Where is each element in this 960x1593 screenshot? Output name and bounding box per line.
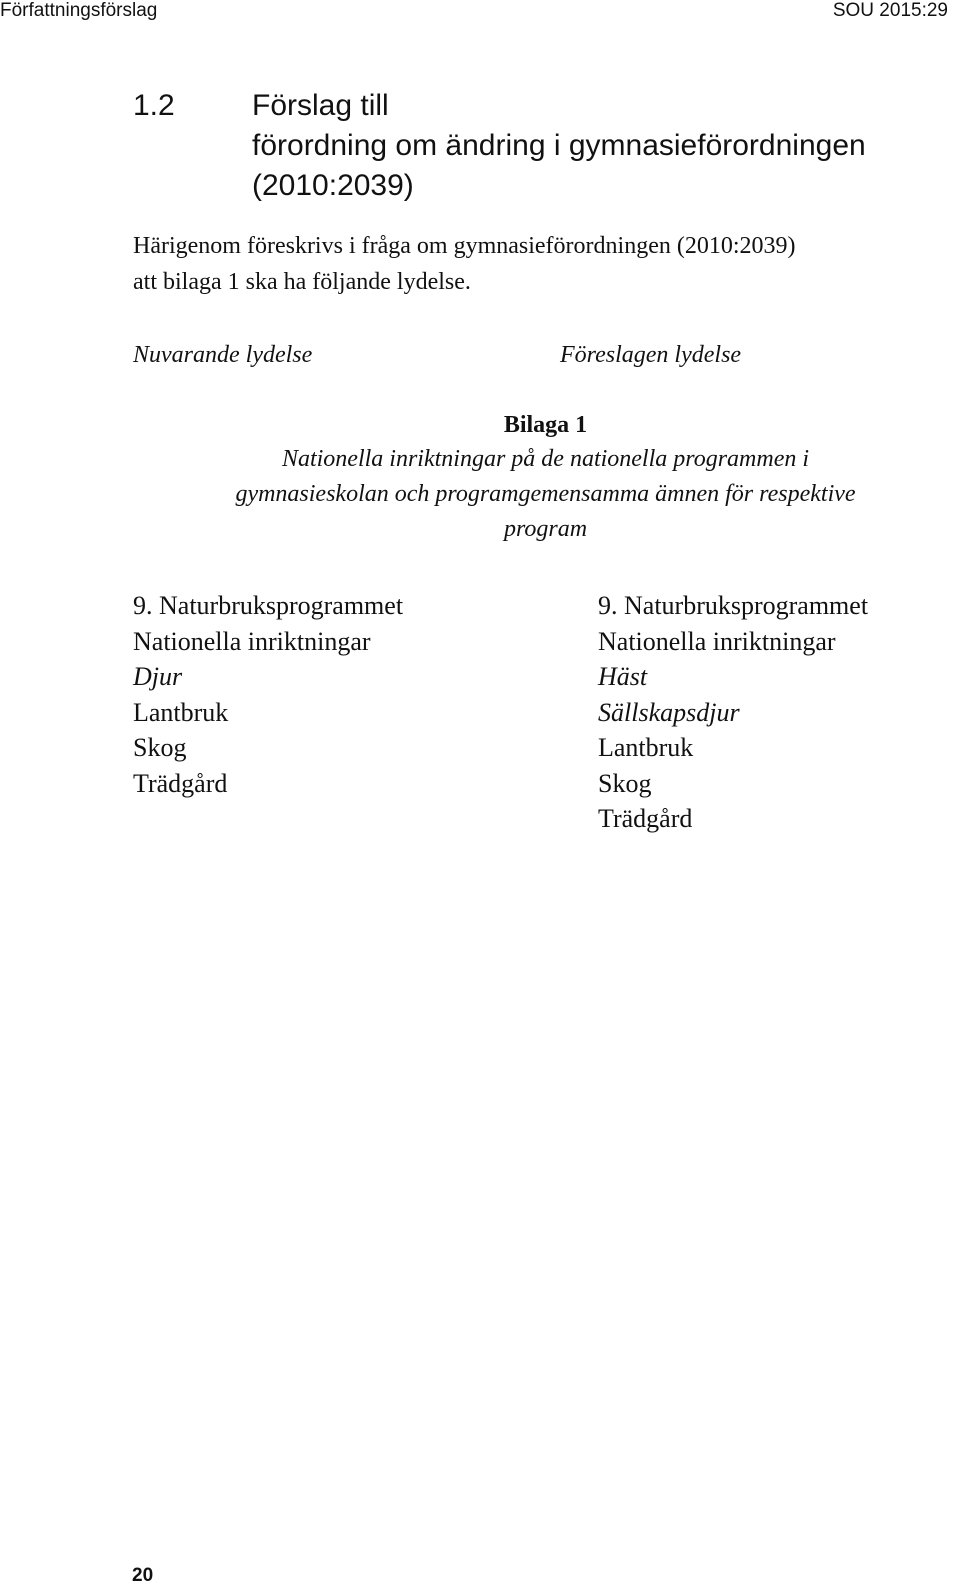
section-title-line: Förslag till (252, 89, 389, 122)
section-title-line: (2010:2039) (252, 169, 414, 202)
intro-line: att bilaga 1 ska ha följande lydelse. (133, 269, 471, 295)
section-number: 1.2 (133, 89, 175, 122)
appendix-subtitle-line: Nationella inriktningar på de nationella programmen i (281, 446, 810, 472)
page-number: 20 (132, 1565, 154, 1586)
orientation-item: Häst (598, 662, 648, 691)
intro-paragraph (133, 228, 948, 300)
proposed-wording-column (598, 588, 868, 837)
orientation-item: Lantbruk (598, 733, 694, 762)
program-name: 9. Naturbruksprogrammet (133, 591, 404, 620)
orientation-item: Djur (133, 662, 183, 691)
running-header-left: Författningsförslag (0, 0, 158, 21)
current-wording-heading: Nuvarande lydelse (133, 342, 313, 368)
orientations-label: Nationella inriktningar (133, 626, 371, 656)
orientation-item: Sällskapsdjur (598, 697, 740, 727)
current-wording-column (133, 588, 403, 801)
section-title (252, 86, 942, 206)
appendix-subtitle-line: program (503, 516, 588, 542)
program-name: 9. Naturbruksprogrammet (598, 591, 869, 620)
orientations-label: Nationella inriktningar (598, 626, 836, 656)
appendix-title: Bilaga 1 (503, 412, 588, 438)
proposed-wording-heading: Föreslagen lydelse (560, 342, 742, 368)
orientation-item: Lantbruk (133, 697, 229, 727)
section-title-line: förordning om ändring i gymnasieförordningen (252, 129, 866, 162)
orientation-item: Trädgård (598, 804, 693, 833)
orientation-item: Trädgård (133, 768, 228, 798)
appendix-subtitle (133, 442, 958, 547)
orientation-item: Skog (598, 768, 652, 798)
intro-line: Härigenom föreskrivs i fråga om gymnasieförordningen (2010:2039) (133, 233, 796, 259)
orientation-item: Skog (133, 733, 187, 762)
appendix-subtitle-line: gymnasieskolan och programgemensamma ämnen för respektive (235, 481, 856, 507)
running-header-right: SOU 2015:29 (832, 0, 948, 21)
